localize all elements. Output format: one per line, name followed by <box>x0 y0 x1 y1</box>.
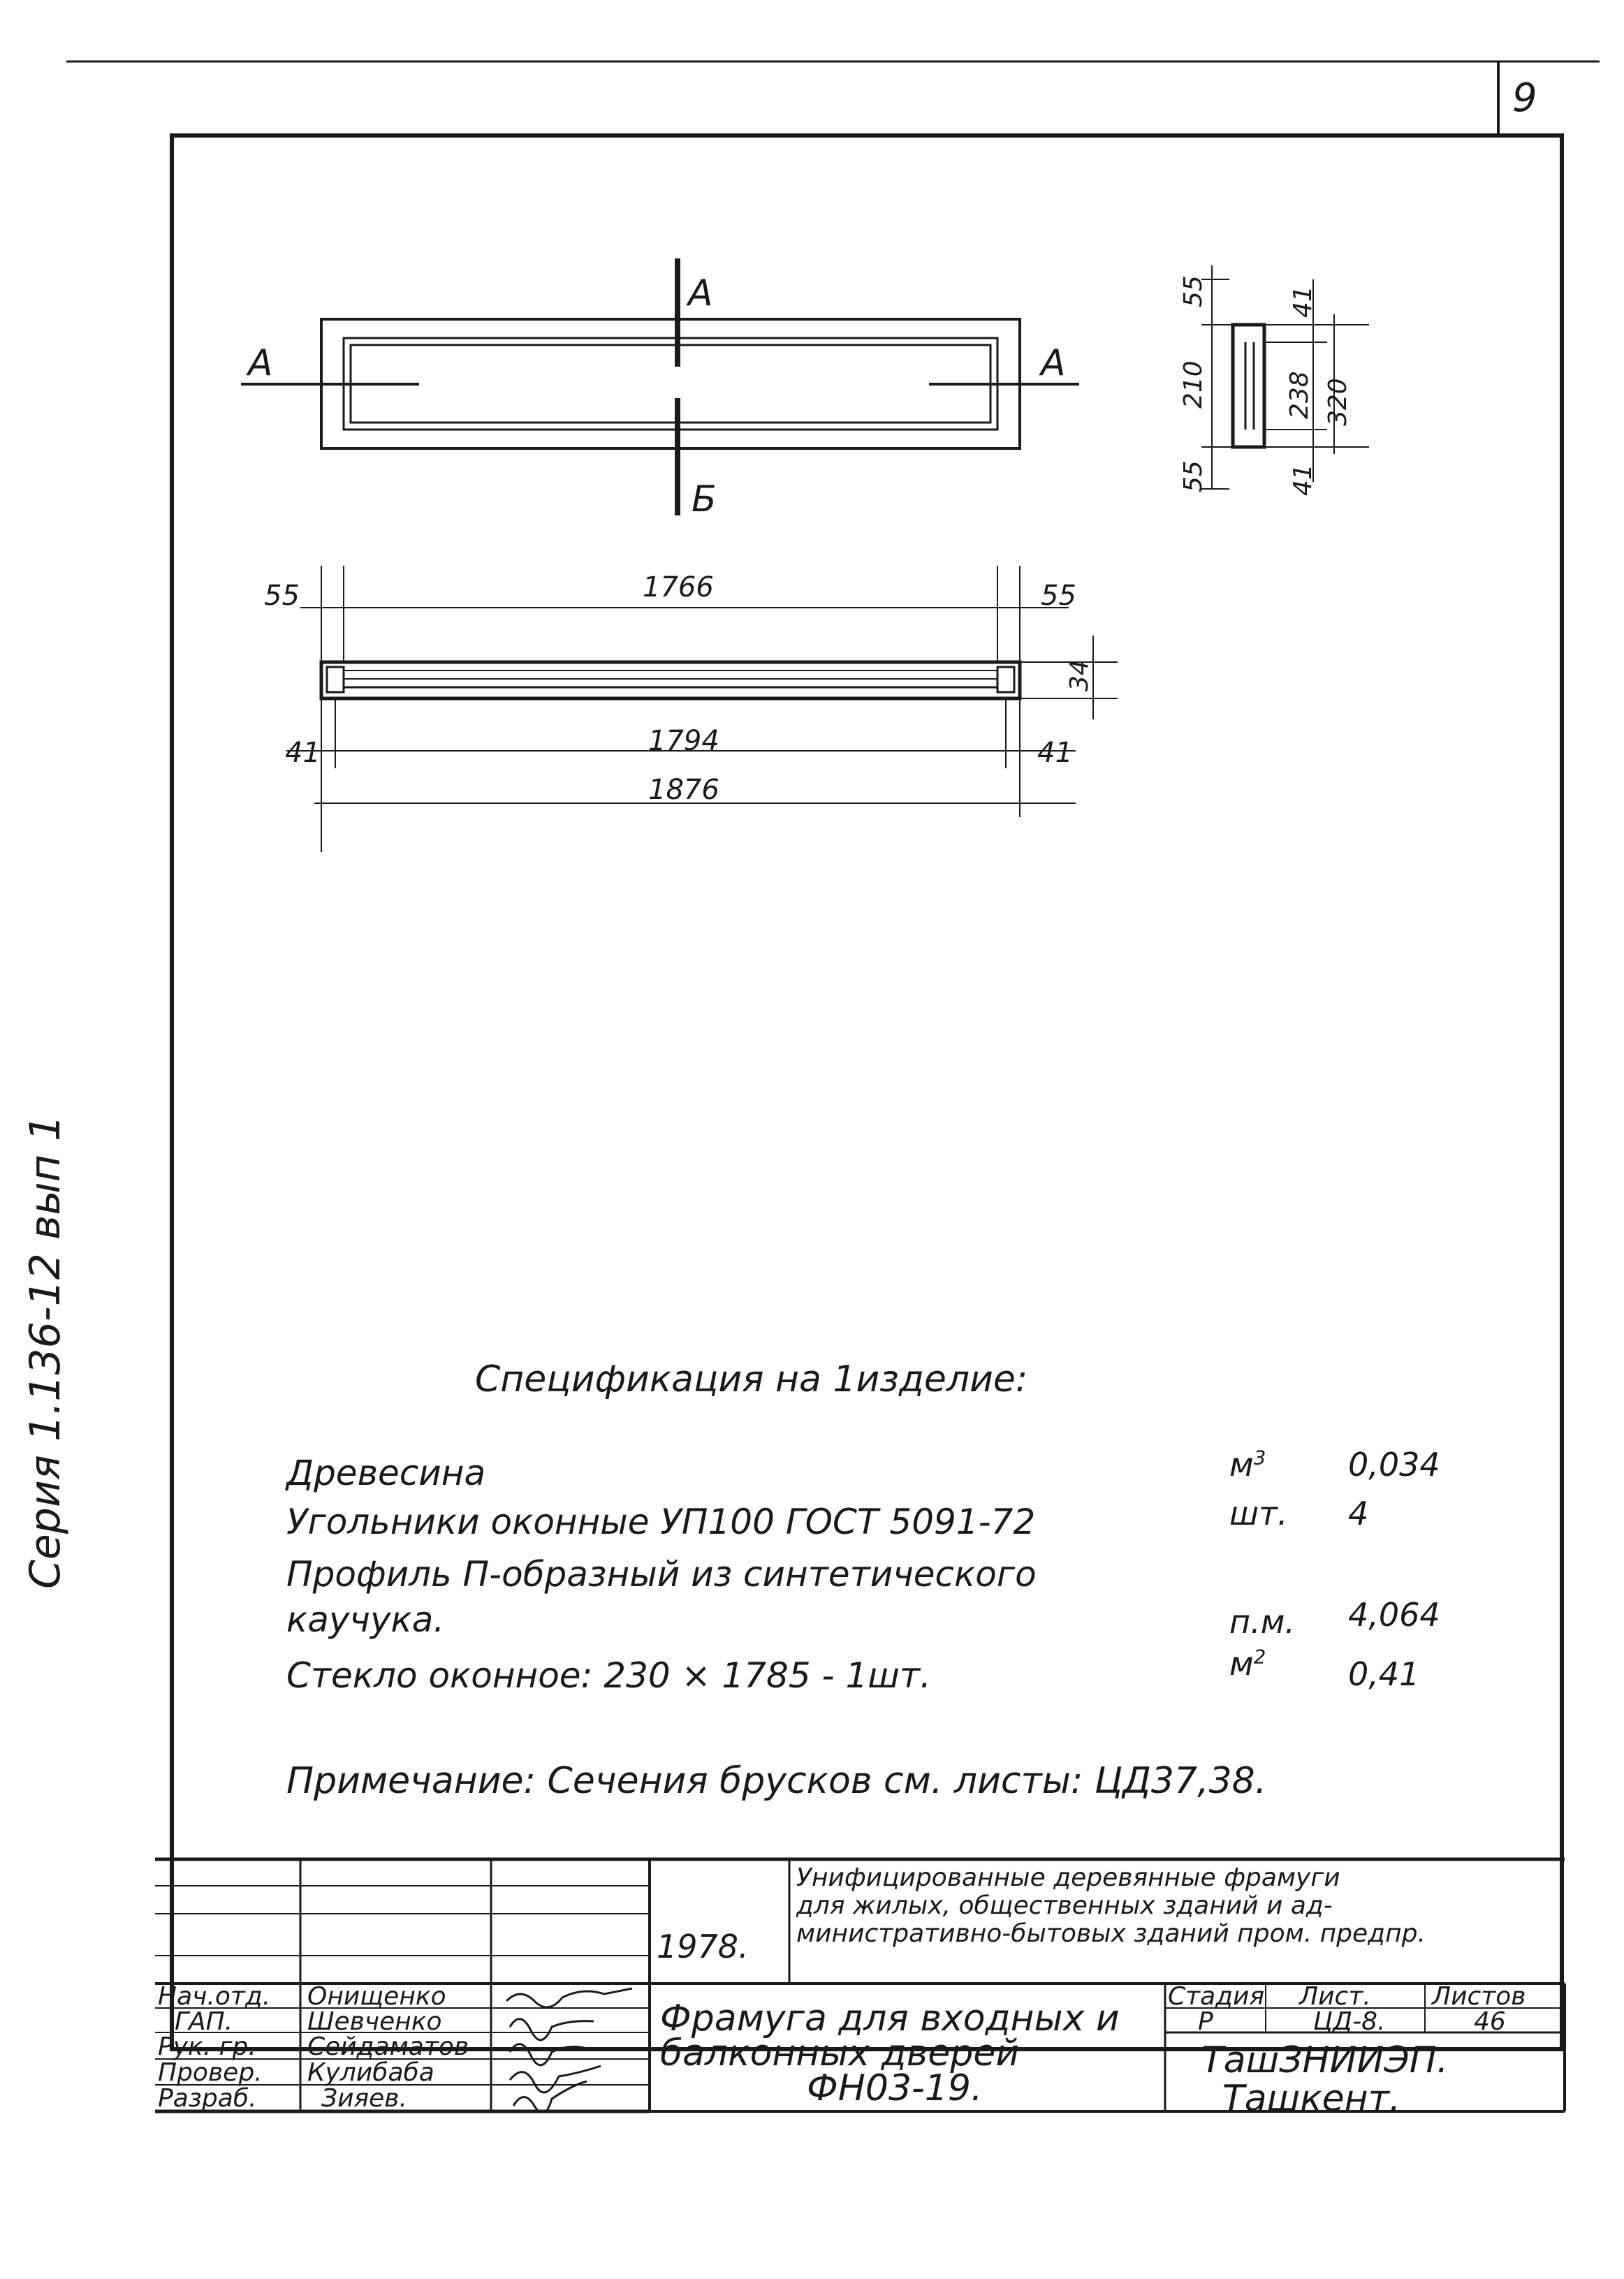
side-dim-41-top: 41 <box>1289 286 1317 318</box>
spec-row-unit: п.м. <box>1229 1603 1296 1641</box>
tb-sheet: ЦД-8. <box>1313 2007 1386 2036</box>
spec-row-name: Профиль П-образный из синтетического <box>286 1554 1037 1595</box>
tb-name: Онищенко <box>307 1982 446 2011</box>
tb-role: Нач.отд. <box>158 1982 271 2011</box>
spec-row-name: Стекло оконное: 230 × 1785 - 1шт. <box>286 1655 932 1696</box>
tb-col-sheets: Листов <box>1432 1982 1526 2011</box>
spec-note: Примечание: Сечения брусков см. листы: ЦД37,38. <box>286 1760 1267 1802</box>
tb-name: Шевченко <box>307 2007 442 2036</box>
tb-drawing-title-line: ФН03-19. <box>807 2067 983 2109</box>
spec-title: Спецификация на 1изделие: <box>475 1358 1028 1400</box>
dim-1794: 1794 <box>648 725 719 757</box>
spec-row-name: Древесина <box>286 1453 486 1493</box>
series-label: Серия 1.136-12 вып 1 <box>21 1114 70 1589</box>
tb-project-title-line: Унифицированные деревянные фрамуги <box>796 1863 1340 1892</box>
section-a-left-label: А <box>248 342 273 384</box>
tb-name: Кулибаба <box>307 2058 434 2087</box>
tb-name: Сейдаматов <box>307 2032 469 2061</box>
spec-row-unit: $м^2$ <box>1229 1645 1266 1683</box>
spec-row-unit: $м^3$ <box>1229 1446 1266 1483</box>
tb-project-title-line: министративно-бытовых зданий пром. предпр. <box>796 1919 1426 1948</box>
dim-1766: 1766 <box>643 571 714 603</box>
tb-city: Ташкент. <box>1222 2078 1401 2120</box>
spec-row-value: 0,034 <box>1348 1446 1440 1483</box>
spec-row-name: Угольники оконные УП100 ГОСТ 5091-72 <box>286 1502 1036 1542</box>
section-a-right-label: А <box>1041 342 1066 384</box>
section-b-label: Б <box>692 478 717 520</box>
tb-drawing-title-line: Фрамуга для входных и <box>660 1998 1120 2039</box>
tb-col-sheet: Лист. <box>1299 1982 1371 2011</box>
spec-row-name: каучука. <box>286 1599 445 1640</box>
dim-1876: 1876 <box>648 774 719 806</box>
tb-organization: ТашЗНИИЭП. <box>1201 2039 1449 2081</box>
tb-name: Зияев. <box>321 2084 407 2113</box>
tb-col-stage: Стадия <box>1168 1982 1265 2011</box>
tb-role: Провер. <box>158 2058 263 2087</box>
spec-row-value: 0,41 <box>1348 1655 1420 1693</box>
tb-role: ГАП. <box>175 2007 233 2036</box>
side-dim-55-bottom: 55 <box>1179 460 1208 492</box>
elevation-view <box>286 566 1118 852</box>
sheet-number: 9 <box>1512 75 1537 121</box>
tb-role: Рук. гр. <box>158 2032 256 2061</box>
spec-row-unit: шт. <box>1229 1495 1288 1532</box>
dim-41-bottom-left: 41 <box>285 737 321 769</box>
side-dim-210: 210 <box>1179 360 1208 409</box>
spec-row-value: 4,064 <box>1348 1596 1440 1634</box>
tb-project-title-line: для жилых, общественных зданий и ад- <box>796 1891 1333 1920</box>
spec-row-value: 4 <box>1348 1495 1369 1532</box>
section-a-top-label: А <box>688 272 713 314</box>
dim-55-top-left: 55 <box>264 580 300 612</box>
tb-role: Разраб. <box>158 2084 257 2113</box>
side-dim-55-top: 55 <box>1179 275 1208 307</box>
plan-view <box>241 258 1079 515</box>
side-dim-41-bottom: 41 <box>1289 464 1317 496</box>
side-dim-320: 320 <box>1324 378 1352 426</box>
tb-drawing-title-line: балконных дверей <box>660 2032 1020 2074</box>
tb-stage: Р <box>1198 2007 1213 2036</box>
tb-year: 1978. <box>657 1928 749 1965</box>
tb-sheets: 46 <box>1474 2007 1506 2036</box>
side-dim-238: 238 <box>1285 371 1314 419</box>
dim-41-bottom-right: 41 <box>1037 737 1073 769</box>
dim-55-top-right: 55 <box>1041 580 1076 612</box>
signatures <box>492 1984 650 2111</box>
dim-34: 34 <box>1065 659 1094 691</box>
